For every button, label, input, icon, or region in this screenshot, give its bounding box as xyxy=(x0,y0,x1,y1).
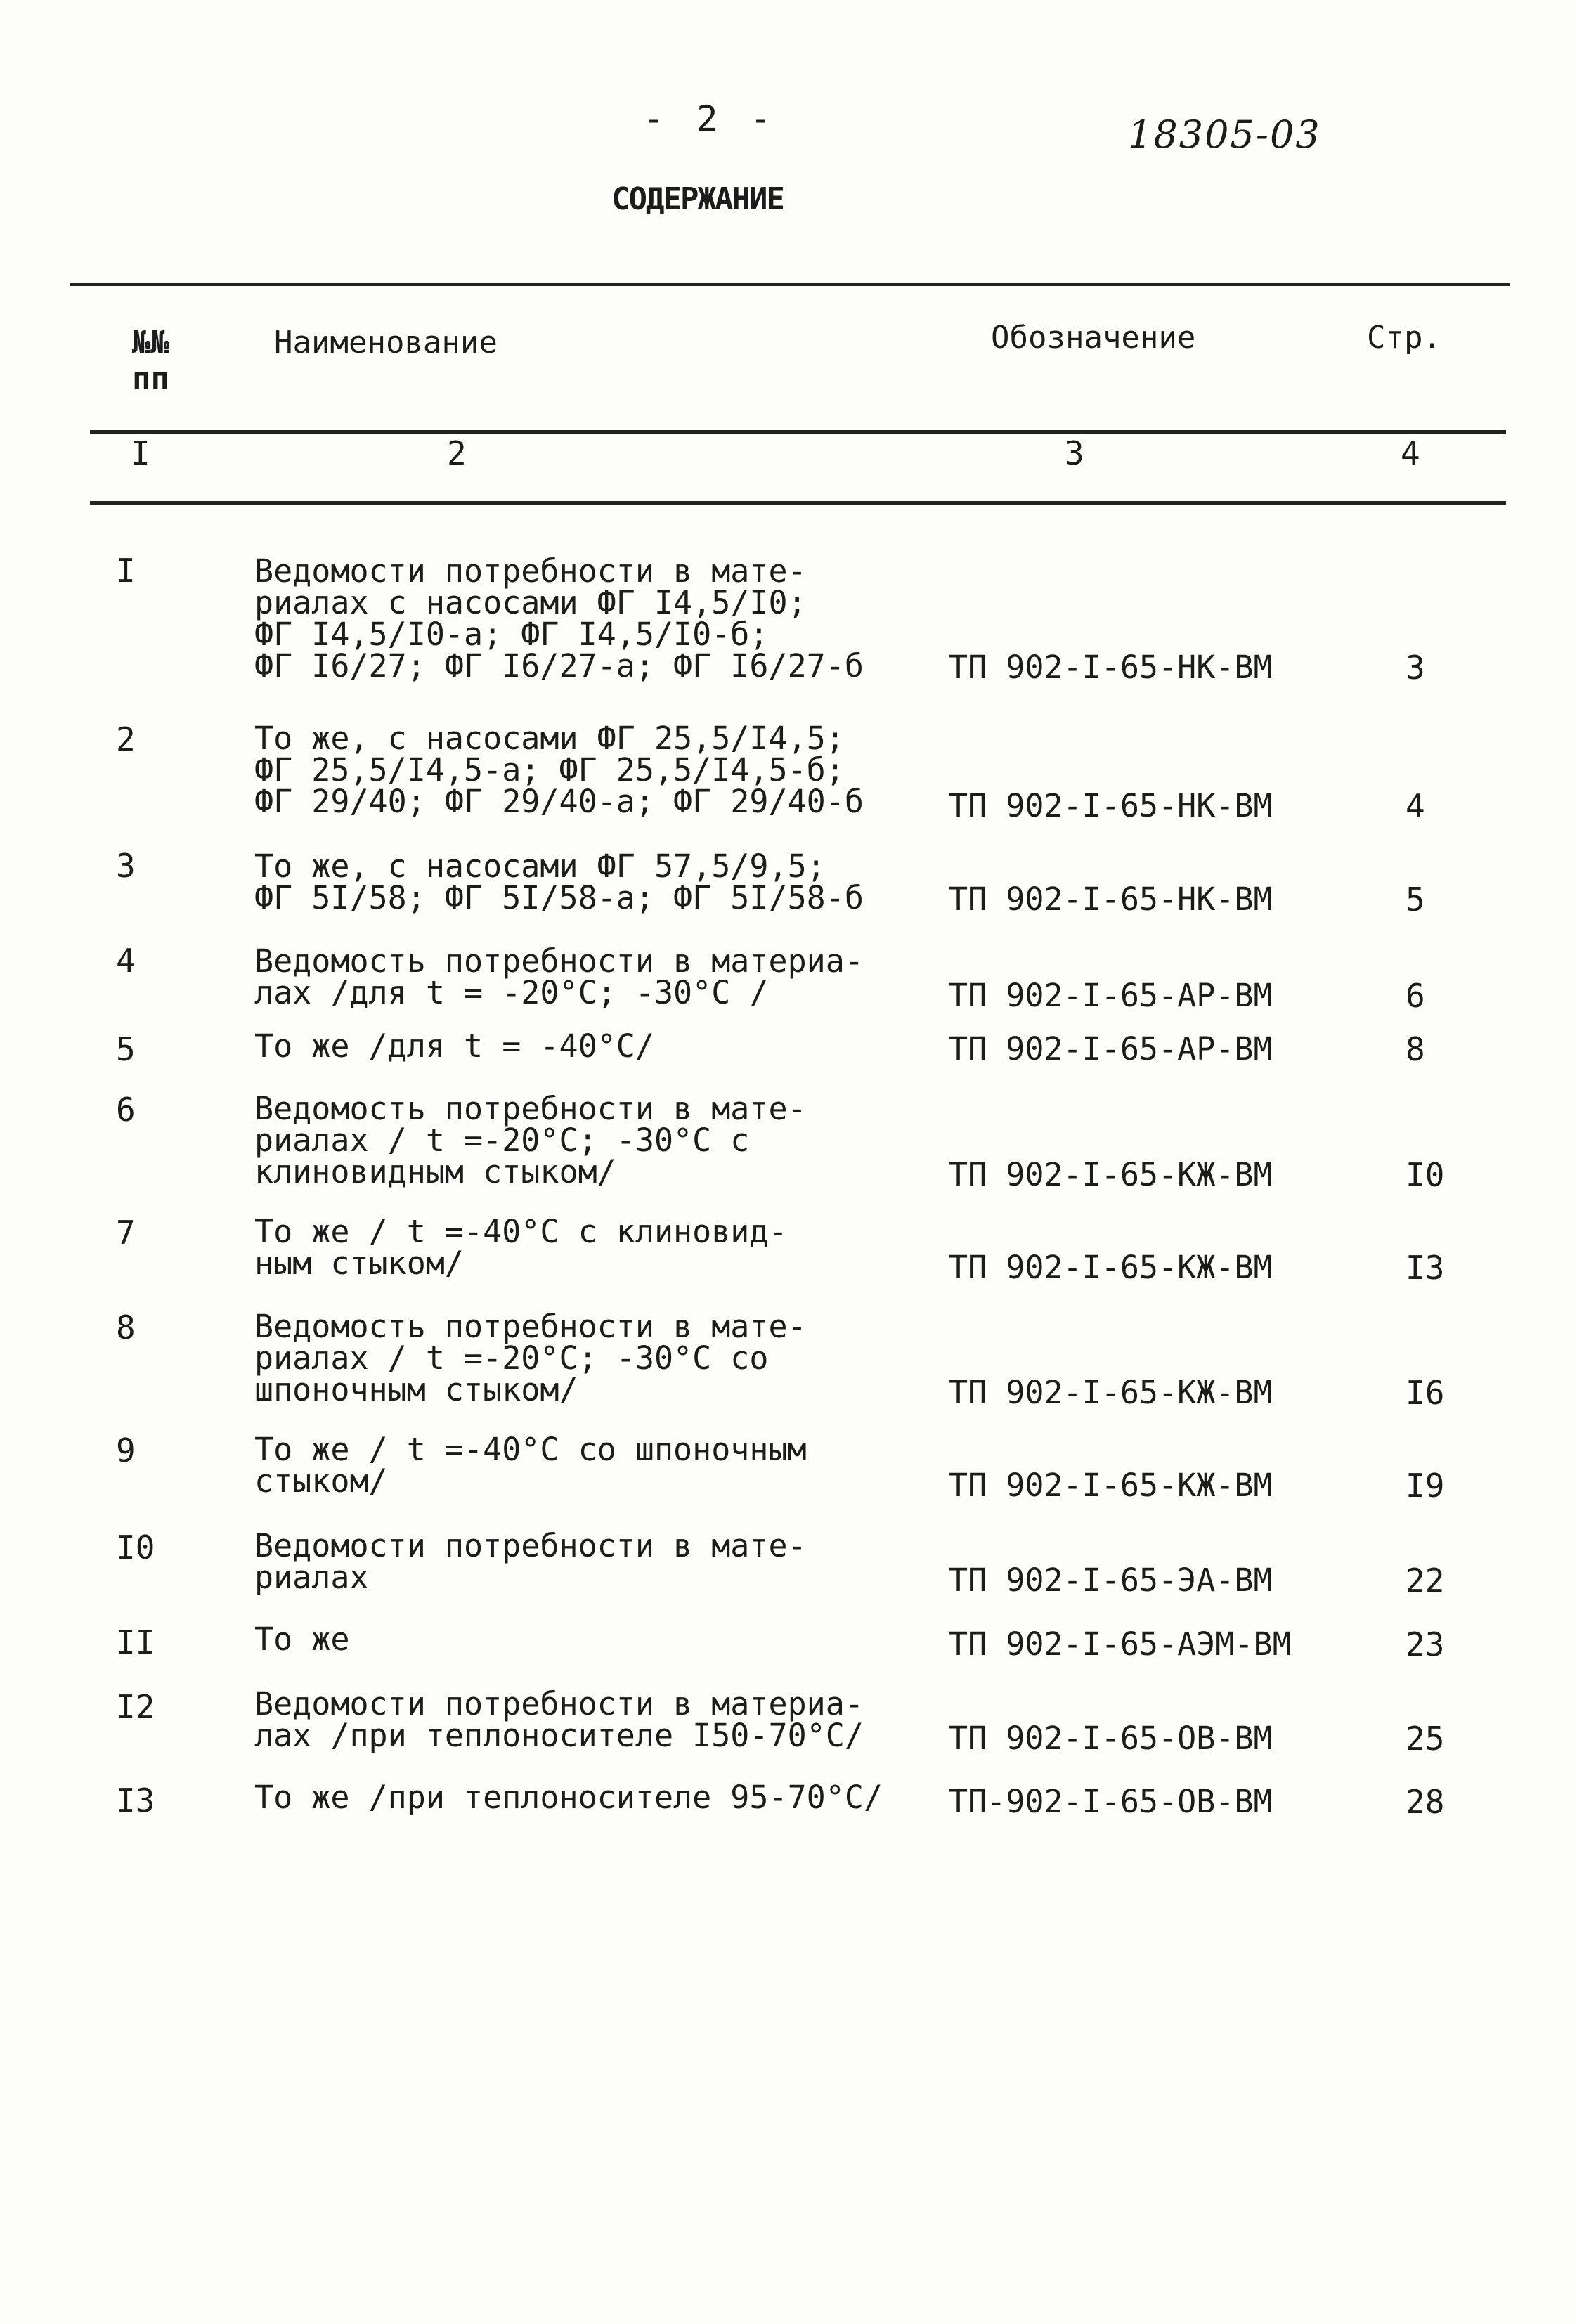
row-number: 9 xyxy=(116,1432,136,1469)
row-code: ТП 902-I-65-НК-ВМ xyxy=(949,881,1273,918)
header-num: №№ пп xyxy=(132,325,169,397)
row-code: ТП 902-I-65-КЖ-ВМ xyxy=(949,1156,1273,1193)
row-page: 28 xyxy=(1406,1783,1445,1821)
document-title: СОДЕРЖАНИЕ xyxy=(611,181,784,217)
column-number-4: 4 xyxy=(1401,434,1420,472)
header-name: Наименование xyxy=(274,325,498,361)
row-number: 4 xyxy=(116,942,136,980)
row-name: Ведомость потребности в мате- риалах / t =-20°С; -30°С со шпоночным стыком/ xyxy=(254,1308,807,1408)
row-name: То же /для t = -40°С/ xyxy=(254,1027,654,1065)
row-page: 5 xyxy=(1406,881,1425,918)
row-code: ТП 902-I-65-НК-ВМ xyxy=(949,787,1273,824)
row-name: Ведомости потребности в материа- лах /при теплоносителе I50-70°С/ xyxy=(254,1685,864,1754)
row-name: То же, с насосами ФГ 25,5/I4,5; ФГ 25,5/I4,5-а; ФГ 25,5/I4,5-б; ФГ 29/40; ФГ 29/40-а; ФГ 29/40-б xyxy=(254,720,864,820)
row-name: Ведомости потребности в мате- риалах с насосами ФГ I4,5/I0; ФГ I4,5/I0-а; ФГ I4,5/I0-б; ФГ I6/27; ФГ I6/27-а; ФГ I6/27-б xyxy=(254,552,864,684)
header-code: Обозначение xyxy=(991,320,1196,356)
row-code: ТП 902-I-65-КЖ-ВМ xyxy=(949,1374,1273,1411)
row-code: ТП-902-I-65-ОВ-ВМ xyxy=(949,1783,1273,1820)
row-number: I xyxy=(116,552,136,590)
row-page: I0 xyxy=(1406,1156,1445,1194)
row-number: 7 xyxy=(116,1214,136,1252)
row-name: То же / t =-40°С с клиновид- ным стыком/ xyxy=(254,1213,788,1282)
row-code: ТП 902-I-65-КЖ-ВМ xyxy=(949,1467,1273,1504)
row-name: То же / t =-40°С со шпоночным стыком/ xyxy=(254,1431,807,1500)
row-number: II xyxy=(116,1623,155,1661)
row-name: То же, с насосами ФГ 57,5/9,5; ФГ 5I/58; ФГ 5I/58-а; ФГ 5I/58-б xyxy=(254,848,864,916)
row-page: 8 xyxy=(1406,1030,1425,1068)
row-number: 8 xyxy=(116,1309,136,1346)
row-number: 6 xyxy=(116,1091,136,1129)
table-top-rule xyxy=(70,283,1510,286)
row-code: ТП 902-I-65-АР-ВМ xyxy=(949,1030,1273,1067)
row-number: 3 xyxy=(116,847,136,885)
row-code: ТП 902-I-65-ЭА-ВМ xyxy=(949,1562,1273,1599)
column-number-3: 3 xyxy=(1065,434,1084,472)
row-name: Ведомость потребности в материа- лах /для t = -20°С; -30°С / xyxy=(254,942,864,1011)
row-name: То же xyxy=(254,1621,350,1658)
row-page: 6 xyxy=(1406,977,1425,1015)
header-rule xyxy=(90,430,1506,434)
row-number: 5 xyxy=(116,1030,136,1068)
row-number: I2 xyxy=(116,1688,155,1726)
row-page: I3 xyxy=(1406,1249,1445,1287)
row-page: I9 xyxy=(1406,1467,1445,1505)
row-page: 25 xyxy=(1406,1720,1445,1758)
row-page: I6 xyxy=(1406,1374,1445,1412)
row-name: Ведомости потребности в мате- риалах xyxy=(254,1527,807,1596)
header-page: Стр. xyxy=(1367,320,1441,356)
row-number: I0 xyxy=(116,1528,155,1566)
row-code: ТП 902-I-65-КЖ-ВМ xyxy=(949,1249,1273,1286)
row-page: 22 xyxy=(1406,1562,1445,1599)
row-number: I3 xyxy=(116,1781,155,1819)
row-page: 4 xyxy=(1406,787,1425,825)
row-code: ТП 902-I-65-НК-ВМ xyxy=(949,649,1273,686)
document-code: 18305-03 xyxy=(1128,112,1321,157)
column-number-1: I xyxy=(131,434,150,472)
row-page: 3 xyxy=(1406,649,1425,687)
row-code: ТП 902-I-65-АЭМ-ВМ xyxy=(949,1625,1292,1663)
column-numbers-rule xyxy=(90,501,1506,505)
row-name: Ведомость потребности в мате- риалах / t =-20°С; -30°С с клиновидным стыком/ xyxy=(254,1090,807,1190)
row-name: То же /при теплоносителе 95-70°С/ xyxy=(254,1779,883,1816)
page-number: - 2 - xyxy=(643,98,777,139)
column-number-2: 2 xyxy=(447,434,467,472)
row-number: 2 xyxy=(116,720,136,758)
row-code: ТП 902-I-65-АР-ВМ xyxy=(949,977,1273,1014)
row-page: 23 xyxy=(1406,1625,1445,1663)
row-code: ТП 902-I-65-ОВ-ВМ xyxy=(949,1720,1273,1757)
